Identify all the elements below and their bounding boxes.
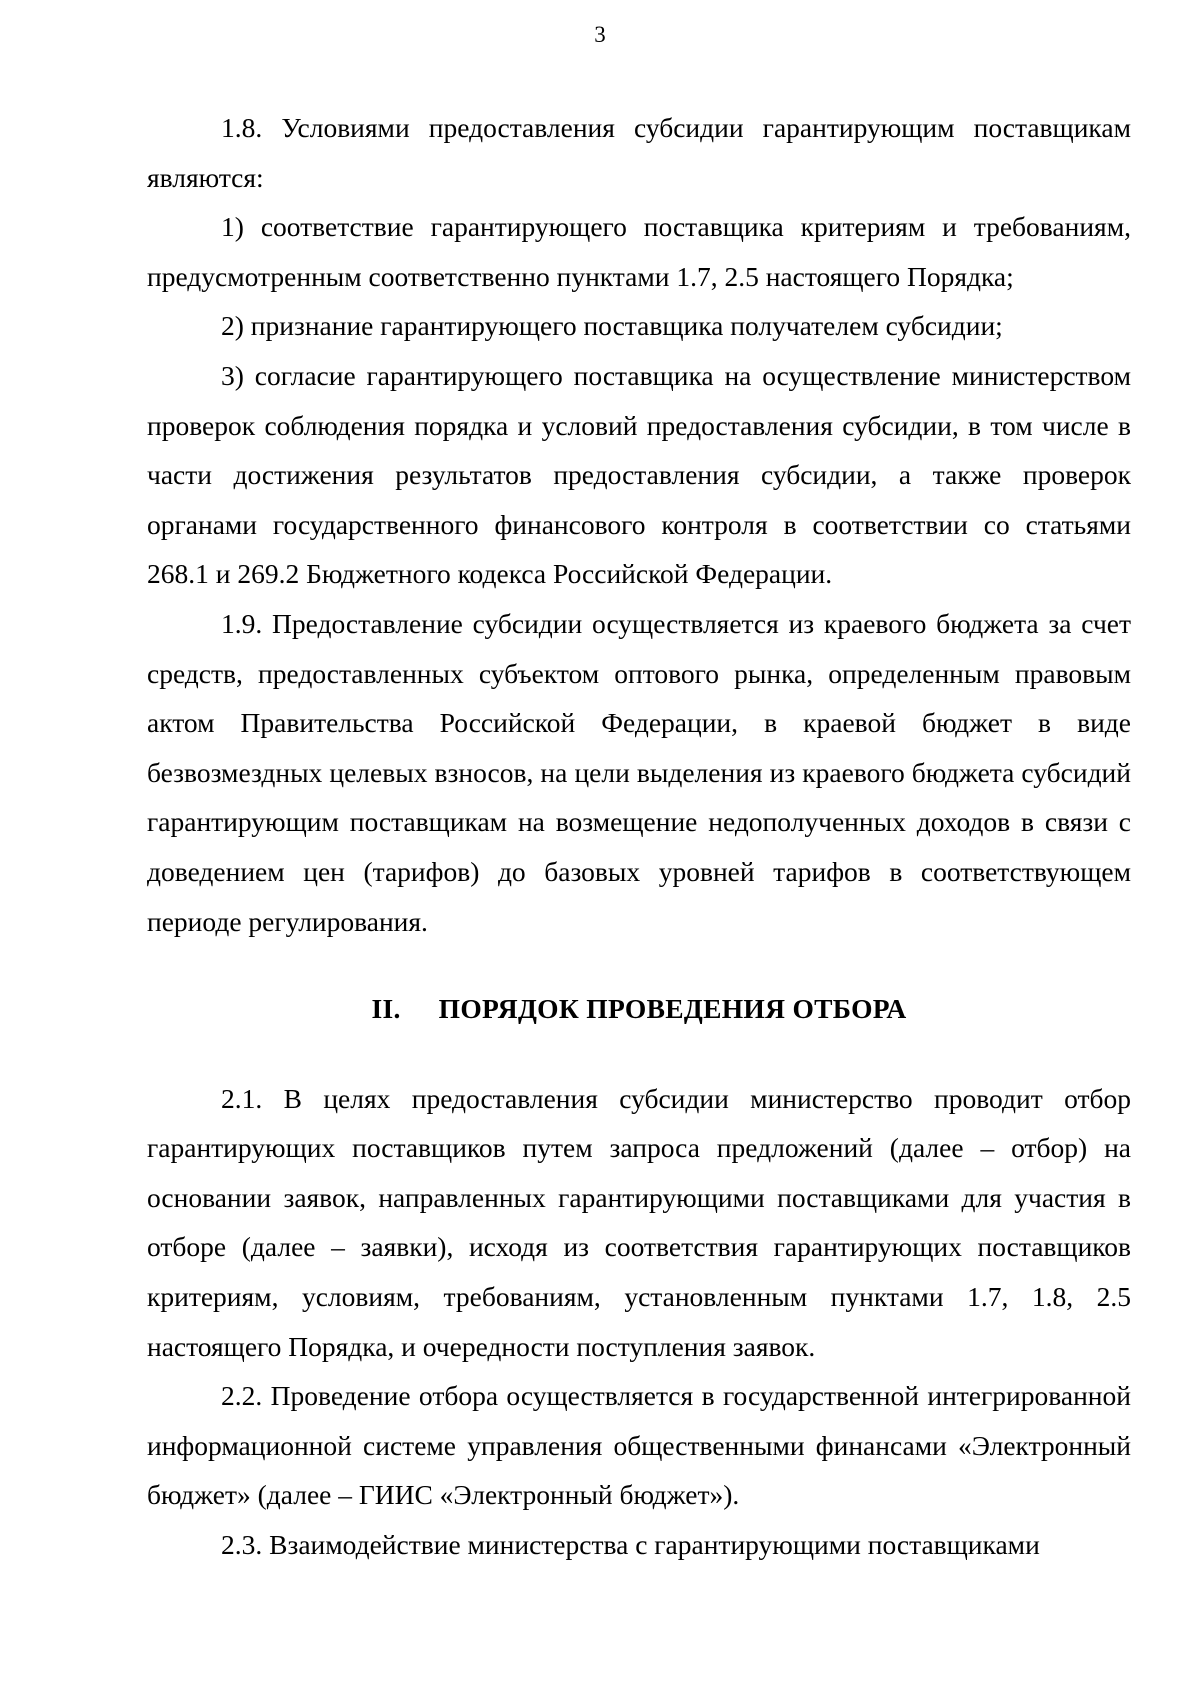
section-title: ПОРЯДОК ПРОВЕДЕНИЯ ОТБОРА (438, 993, 907, 1025)
paragraph-1-8-item-2: 2) признание гарантирующего поставщика получателем субсидии; (221, 310, 1003, 342)
paragraph-1-8-item-3: 3) согласие гарантирующего поставщика на осуществление министерством проверок соблюдения порядка и условий предоставления субсидии, в том числе в части достижения результатов предоставления субсидии, а также проверок органами государственного финансового контроля в соответствии со статьями 268.1 и 269.2 Бюджетного кодекса Российской Федерации. (147, 359, 1131, 590)
paragraph-2-2: 2.2. Проведение отбора осуществляется в государственной интегрированной информационной системе управления общественными финансами «Электронный бюджет» (далее – ГИИС «Электронный бюджет»). (147, 1380, 1131, 1511)
page-number: 3 (594, 22, 606, 47)
paragraph-2-3: 2.3. Взаимодействие министерства с гарантирующими поставщиками (221, 1529, 1040, 1561)
paragraph-1-9: 1.9. Предоставление субсидии осуществляется из краевого бюджета за счет средств, предоставленных субъектом оптового рынка, определенным правовым актом Правительства Российской Федерации, в краевой бюджет в виде безвозмездных целевых взносов, на цели выделения из краевого бюджета субсидий гарантирующим поставщикам на возмещение недополученных доходов в связи с доведением цен (тарифов) до базовых уровней тарифов в соответствующем периоде регулирования. (147, 607, 1131, 937)
paragraph-1-8-item-1: 1) соответствие гарантирующего поставщика критериям и требованиям, предусмотренным соответственно пунктами 1.7, 2.5 настоящего Порядка; (147, 211, 1131, 292)
paragraph-1-8: 1.8. Условиями предоставления субсидии гарантирующим поставщикам являются: (147, 112, 1131, 193)
document-body (147, 103, 1131, 1570)
section-heading (147, 984, 1131, 1034)
paragraph-2-1: 2.1. В целях предоставления субсидии министерство проводит отбор гарантирующих поставщиков путем запроса предложений (далее – отбор) на основании заявок, направленных гарантирующими поставщиками для участия в отборе (далее – заявки), исходя из соответствия гарантирующих поставщиков критериям, условиям, требованиям, установленным пунктами 1.7, 1.8, 2.5 настоящего Порядка, и очередности поступления заявок. (147, 1082, 1131, 1362)
section-number: II. (371, 993, 401, 1025)
